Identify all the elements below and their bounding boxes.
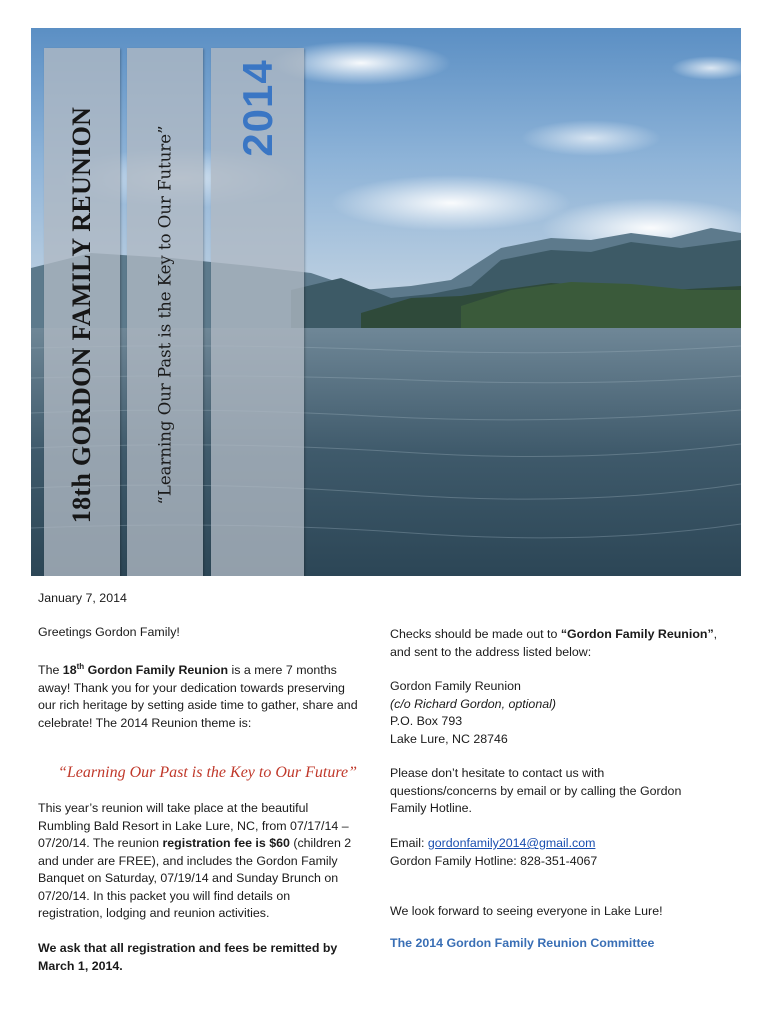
reunion-title: 18th GORDON FAMILY REUNION xyxy=(67,106,96,523)
theme-panel xyxy=(127,48,203,576)
mailing-address xyxy=(390,678,720,748)
address-line-3: P.O. Box 793 xyxy=(390,714,463,728)
contact-info xyxy=(390,835,720,870)
address-line-2: (c/o Richard Gordon, optional) xyxy=(390,696,556,711)
intro-ordinal: 18th Gordon Family Reunion xyxy=(62,662,229,678)
intro-paragraph xyxy=(38,658,358,732)
email-link[interactable]: gordonfamily2014@gmail.com xyxy=(427,836,596,850)
year-label: 2014 xyxy=(233,59,281,157)
address-line-4: Lake Lure, NC 28746 xyxy=(390,731,508,746)
email-line: Email: gordonfamily2014@gmail.com xyxy=(390,836,596,850)
details-paragraph: This year’s reunion will take place at the beautiful Rumbling Bald Resort in Lake Lure, NC, from 07/17/14 – 07/20/14. The reunion registration fee is $60 (children 2 and under are FREE), and includes the Gordon Family Banquet on Saturday, 07/19/14 and Sunday Brunch on 07/20/14. In this packet you will find details on registration, lodging and reunion activities. xyxy=(38,801,352,920)
year-panel xyxy=(211,48,304,576)
theme-line: “Learning Our Past is the Key to Our Future” xyxy=(58,764,357,781)
lake-photo-banner xyxy=(31,28,741,576)
deadline-note: We ask that all registration and fees be remitted by March 1, 2014. xyxy=(38,941,338,973)
intro-rest: is a mere 7 months away! Thank you for your dedication towards preserving our rich heritage by setting aside time to gather, share and celebrate! The 2014 Reunion theme is: xyxy=(38,663,358,730)
greeting: Greetings Gordon Family! xyxy=(38,625,180,639)
check-payee: “Gordon Family Reunion” xyxy=(560,627,714,641)
title-panel xyxy=(44,48,120,576)
hotline-line: Gordon Family Hotline: 828-351-4067 xyxy=(390,853,598,868)
registration-fee: registration fee is $60 xyxy=(162,836,290,850)
contact-paragraph: Please don’t hesitate to contact us with questions/concerns by email or by calling the Gordon Family Hotline. xyxy=(390,766,682,815)
committee-signature: The 2014 Gordon Family Reunion Committee xyxy=(390,936,655,950)
intro-the: The xyxy=(38,663,63,678)
theme-quote-vertical: “Learning Our Past is the Key to Our Future” xyxy=(155,124,175,505)
closing-line: We look forward to seeing everyone in Lake Lure! xyxy=(390,904,663,918)
address-line-1: Gordon Family Reunion xyxy=(390,679,521,693)
letter-date: January 7, 2014 xyxy=(38,591,127,605)
checks-paragraph: Checks should be made out to “Gordon Family Reunion”, and sent to the address listed below: xyxy=(390,627,718,659)
